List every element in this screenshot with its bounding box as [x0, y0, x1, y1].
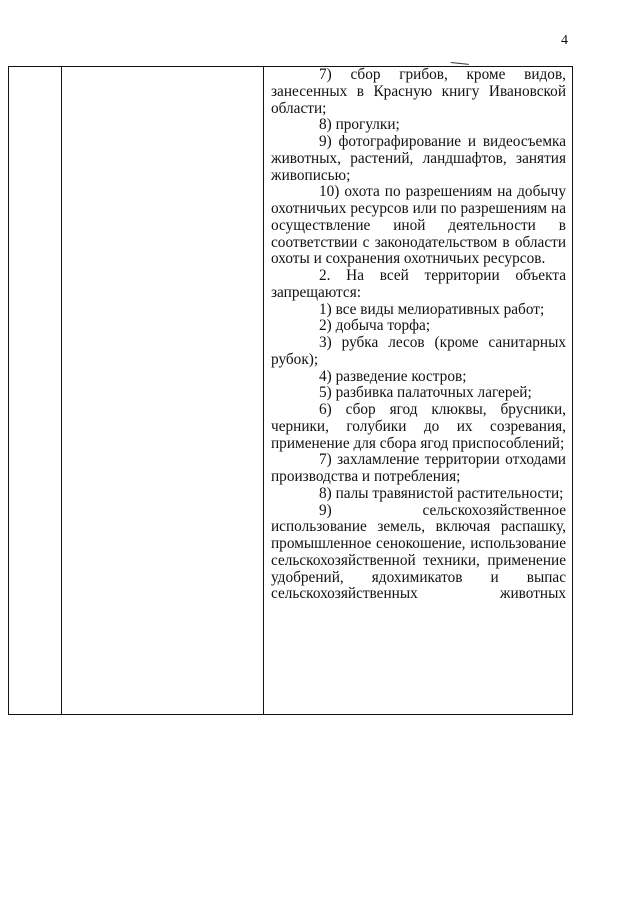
item-paragraph: 9) сельскохозяйственное использование земель, включая распашку, промышленное сенокошение, использование сельскохозяйственной техники, применение удобрений, ядохимикатов и выпас сельскохозяйственных животных	[271, 501, 566, 603]
column-divider-2	[263, 67, 264, 714]
item-paragraph: 3) рубка лесов (кроме санитарных рубок);	[271, 334, 566, 368]
item-paragraph: 5) разбивка палаточных лагерей;	[319, 384, 532, 402]
item-paragraph: 6) сбор ягод клюквы, брусники, черники, голубики до их созревания, применение для сбора ягод приспособлений;	[271, 401, 566, 452]
item-paragraph: 7) захламление территории отходами производства и потребления;	[271, 451, 566, 485]
item-paragraph: 1) все виды мелиоративных работ;	[319, 300, 545, 318]
item-paragraph: 8) палы травянистой растительности;	[319, 484, 564, 502]
column-divider-1	[61, 67, 62, 714]
regulation-table	[8, 66, 573, 715]
page-number: 4	[561, 33, 568, 48]
item-paragraph: 7) сбор грибов, кроме видов, занесенных в Красную книгу Ивановской области;	[271, 66, 566, 117]
pen-mark	[451, 58, 469, 65]
section-heading: 2. На всей территории объекта запрещаются:	[271, 267, 566, 301]
item-paragraph: 2) добыча торфа;	[319, 317, 431, 335]
item-paragraph: 9) фотографирование и видеосъемка животных, растений, ландшафтов, занятия живописью;	[271, 133, 566, 184]
item-paragraph: 4) разведение костров;	[319, 367, 467, 385]
item-paragraph: 10) охота по разрешениям на добычу охотничьих ресурсов или по разрешениям на осуществление иной деятельности в соответствии с законодательством в области охоты и сохранения охотничьих ресурсов.	[271, 183, 566, 268]
regulation-cell	[271, 67, 566, 603]
item-paragraph: 8) прогулки;	[319, 116, 400, 134]
